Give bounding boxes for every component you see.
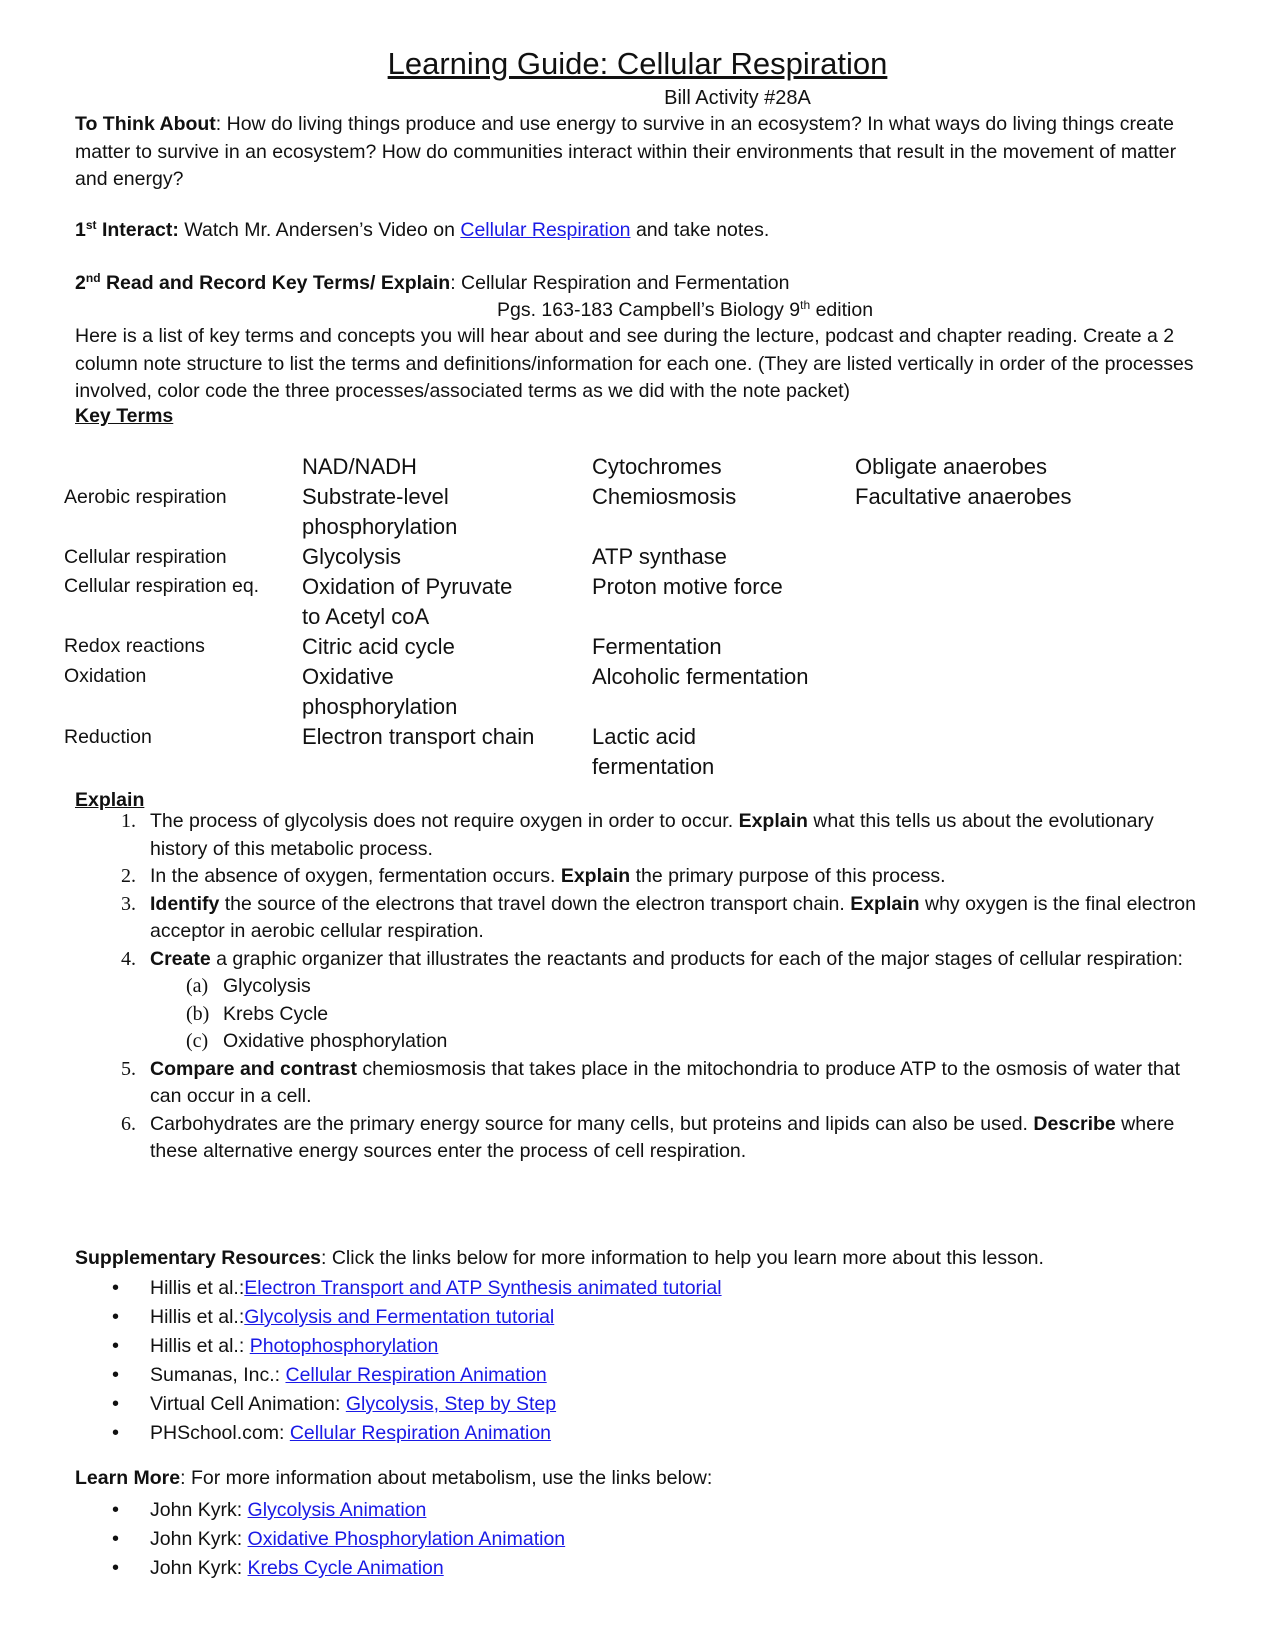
list-item: 3. Identify the source of the electrons that travel down the electron transport chain. Explain why oxygen is the final electron acceptor in aerobic cellular respiration. (121, 892, 1196, 942)
explain-list (108, 808, 1208, 1166)
key-term: Oxidation of Pyruvate to Acetyl coA (302, 574, 513, 629)
bullet-icon: • (112, 1277, 120, 1299)
sub-list-item: (a) Glycolysis (186, 975, 311, 997)
list-item: • Hillis et al.:Electron Transport and ATP Synthesis animated tutorial (108, 1275, 722, 1304)
interact-paragraph (75, 217, 1205, 245)
learn-more-link[interactable]: Glycolysis Animation (247, 1499, 427, 1521)
interact-text-after: and take notes. (630, 219, 770, 241)
key-term: Electron transport chain (302, 724, 535, 749)
read-record-heading (75, 270, 1205, 298)
list-item: • PHSchool.com: Cellular Respiration Animation (108, 1420, 722, 1449)
list-item: • John Kyrk: Oxidative Phosphorylation Animation (108, 1526, 565, 1555)
read-record-text: : Cellular Respiration and Fermentation (450, 272, 790, 294)
key-term: Reduction (64, 726, 152, 748)
learn-more-link[interactable]: Krebs Cycle Animation (247, 1557, 444, 1579)
list-item: 5. Compare and contrast chemiosmosis that takes place in the mitochondria to produce ATP to the osmosis of water that can occur in a cell. (121, 1057, 1180, 1107)
bullet-icon: • (112, 1499, 120, 1521)
list-item: • Sumanas, Inc.: Cellular Respiration Animation (108, 1362, 722, 1391)
learn-more-text: : For more information about metabolism, use the links below: (180, 1467, 713, 1489)
interact-text: Watch Mr. Andersen’s Video on (178, 219, 461, 241)
think-about-label: To Think About (75, 113, 216, 135)
read-record-label: 2nd Read and Record Key Terms/ Explain (75, 271, 451, 294)
key-term: Facultative anaerobes (855, 484, 1072, 509)
key-term: Obligate anaerobes (855, 454, 1048, 479)
bullet-icon: • (112, 1306, 120, 1328)
list-item: • Hillis et al.:Glycolysis and Fermentation tutorial (108, 1304, 722, 1333)
learn-more-link[interactable]: Oxidative Phosphorylation Animation (247, 1528, 566, 1550)
learn-more-heading (75, 1465, 1205, 1493)
key-term: Citric acid cycle (302, 634, 455, 659)
key-term: ATP synthase (592, 544, 727, 569)
key-term: Substrate-level phosphorylation (302, 484, 458, 539)
sub-list-item: (c) Oxidative phosphorylation (186, 1030, 448, 1052)
resource-link[interactable]: Glycolysis and Fermentation tutorial (244, 1306, 555, 1328)
supplementary-heading (75, 1245, 1205, 1273)
key-term: Redox reactions (64, 635, 205, 657)
key-term: Cellular respiration (64, 546, 227, 568)
resource-link[interactable]: Cellular Respiration Animation (289, 1422, 552, 1444)
supplementary-text: : Click the links below for more information to help you learn more about this lesson. (321, 1247, 1044, 1269)
bullet-icon: • (112, 1528, 120, 1550)
list-item: • Virtual Cell Animation: Glycolysis, Step by Step (108, 1391, 722, 1420)
key-term: Proton motive force (592, 574, 783, 599)
bullet-icon: • (112, 1364, 120, 1386)
think-about-paragraph (75, 111, 1205, 194)
supplementary-label: Supplementary Resources (75, 1247, 322, 1269)
think-about-text: : How do living things produce and use energy to survive in an ecosystem? In what ways do living things create matter to survive in an ecosystem? How do communities interact within their environments that result in the movement of matter and energy? (75, 113, 1177, 190)
key-term: Aerobic respiration (64, 486, 227, 508)
sub-list (150, 973, 1208, 1056)
bullet-icon: • (112, 1557, 120, 1579)
learn-more-list (108, 1497, 565, 1584)
list-item: • John Kyrk: Krebs Cycle Animation (108, 1555, 565, 1584)
list-item: 6. Carbohydrates are the primary energy source for many cells, but proteins and lipids can also be used. Describe where these alternative energy sources enter the process of cell respiration. (121, 1112, 1175, 1162)
key-term: Lactic acid fermentation (592, 724, 715, 779)
resource-link[interactable]: Cellular Respiration Animation (285, 1364, 547, 1386)
key-term: Cytochromes (592, 454, 722, 479)
list-item: 1. The process of glycolysis does not require oxygen in order to occur. Explain what this tells us about the evolutionary history of this metabolic process. (121, 810, 1154, 860)
resource-link[interactable]: Electron Transport and ATP Synthesis animated tutorial (244, 1277, 722, 1299)
learn-more-label: Learn More (75, 1467, 181, 1489)
key-term: Alcoholic fermentation (592, 664, 809, 689)
key-term: Chemiosmosis (592, 484, 737, 509)
key-term: Cellular respiration eq. (64, 575, 260, 597)
textbook-pages: Pgs. 163-183 Campbell’s Biology 9th edition (497, 298, 874, 321)
key-term: NAD/NADH (302, 454, 417, 479)
supplementary-resources-list (108, 1275, 722, 1449)
list-item: • John Kyrk: Glycolysis Animation (108, 1497, 565, 1526)
explain-heading: Explain (75, 789, 145, 811)
resource-link[interactable]: Photophosphorylation (249, 1335, 439, 1357)
bullet-icon: • (112, 1335, 120, 1357)
cellular-respiration-video-link[interactable]: Cellular Respiration (460, 219, 631, 241)
sub-list-item: (b) Krebs Cycle (186, 1002, 329, 1025)
key-terms-heading: Key Terms (75, 405, 174, 427)
bullet-icon: • (112, 1422, 120, 1444)
key-term: Oxidation (64, 665, 147, 687)
key-terms-instructions: Here is a list of key terms and concepts you will hear about and see during the lecture, podcast and chapter reading. Create a 2 column note structure to list the terms and definitions/information for each one. (They are listed vertically in order of the processes involved, color code the three processes/associated terms as we did with the note packet) (75, 325, 1194, 402)
interact-label: 1st Interact: (75, 218, 179, 241)
key-term: Oxidative phosphorylation (302, 664, 458, 719)
key-term: Fermentation (592, 634, 722, 659)
page-title: Learning Guide: Cellular Respiration (387, 46, 888, 81)
key-term: Glycolysis (302, 544, 402, 569)
page-subtitle: Bill Activity #28A (664, 87, 811, 109)
bullet-icon: • (112, 1393, 120, 1415)
list-item: 2. In the absence of oxygen, fermentation occurs. Explain the primary purpose of this process. (121, 865, 946, 887)
resource-link[interactable]: Glycolysis, Step by Step (345, 1393, 557, 1415)
list-item: 4. Create a graphic organizer that illustrates the reactants and products for each of the major stages of cellular respiration: (a) Glycolysis (b) Krebs Cycle (c) Oxidative phosphorylation (108, 946, 1208, 1056)
list-item: • Hillis et al.: Photophosphorylation (108, 1333, 722, 1362)
